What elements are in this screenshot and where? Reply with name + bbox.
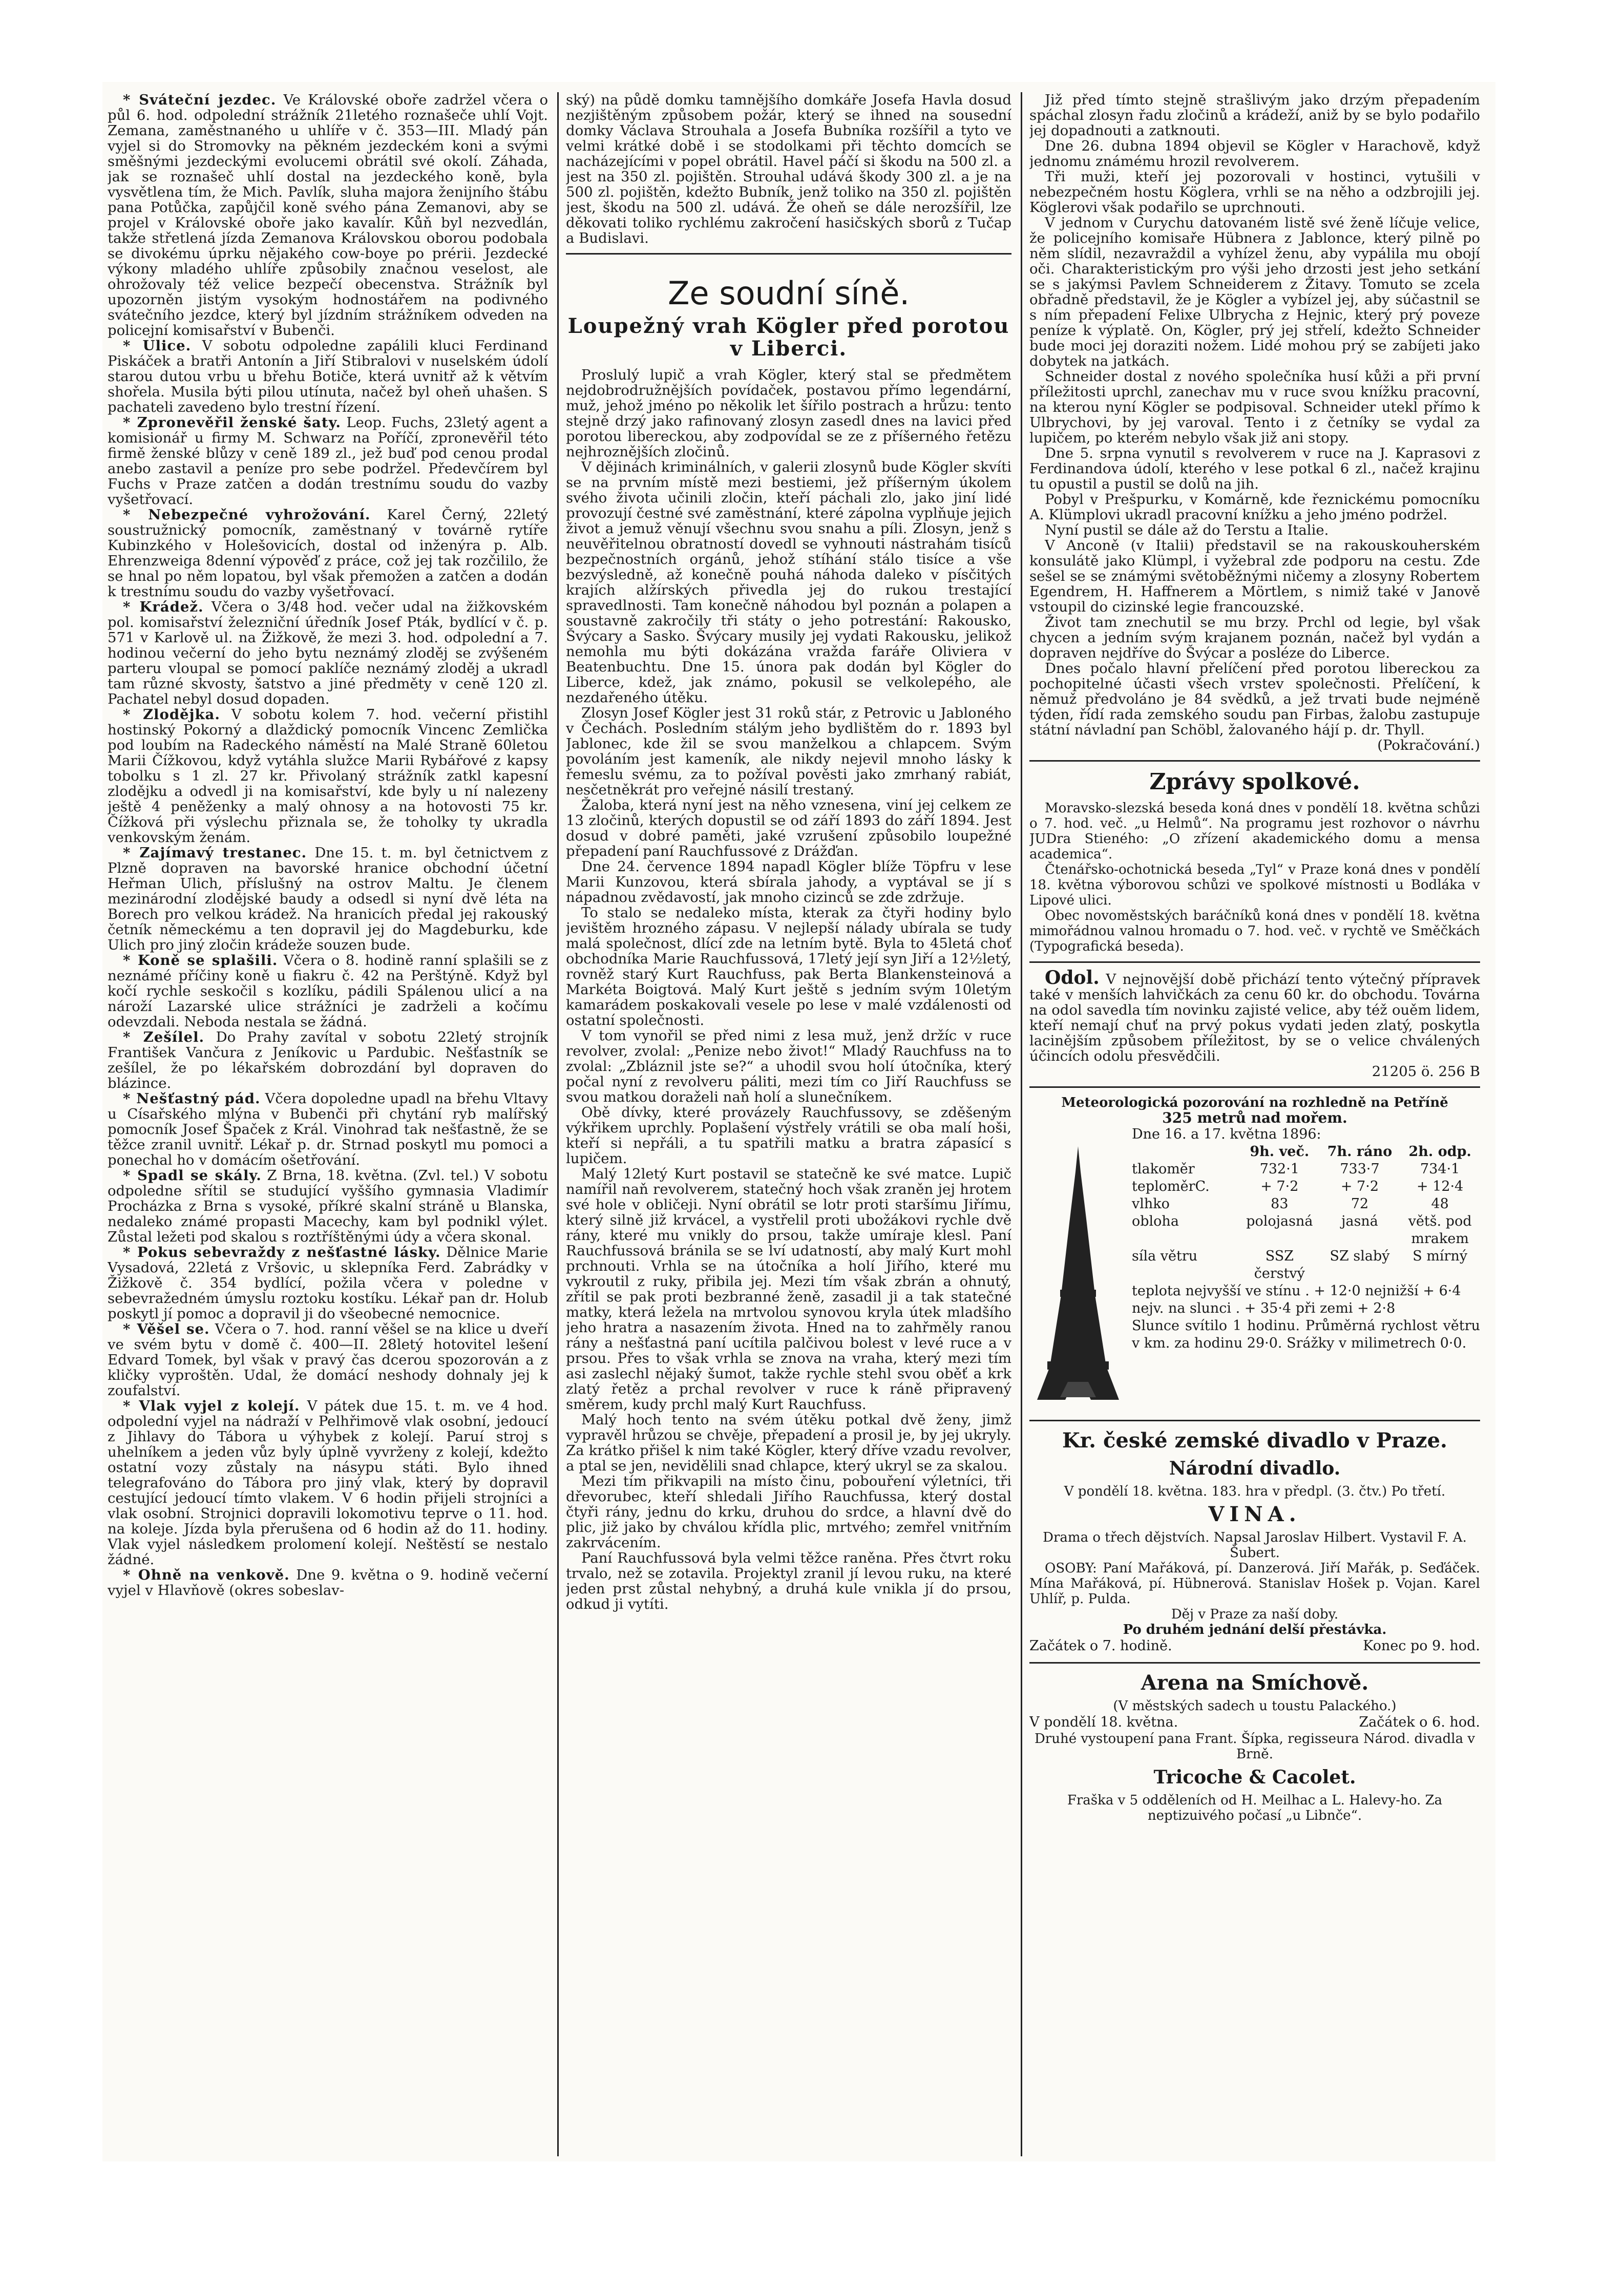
- meteo-title: Meteorologická pozorování na rozhledně na Petříně: [1061, 1095, 1448, 1110]
- news-item: * Zpronevěřil ženské šaty. Leop. Fuchs, 23letý agent a komisionář u firmy M. Schwarz na Poříčí, zpronevěřil této firmě ženské blůzy v ceně 189 zl., jež buď pod cenou prodal anebo zastavil a peníze pro sebe podržel. Předevčírem byl Fuchs v Praze zatčen a dodán trestnímu soudu do vazby vyšetřovací.: [108, 414, 548, 508]
- article-paragraph: Schneider dostal z nového společníka husí kůži a při první příležitosti uprchl, zanechav mu v ruce svou knížku pracovní, na kterou nyní Kögler se podpisoval. Schneider utekl přímo k Ulbrychovi, by jej varoval. Tento i z četníky se vydal za lupičem, po kterém nebylo však již ani stopy.: [1029, 368, 1480, 446]
- article-paragraph: Malý 12letý Kurt postavil se statečně ke své matce. Lupič namířil naň revolverem, statečný hoch však zraněn jej hrotem své hole v obličeji. Nyní obrátil se lotr proti staršímu Jiřímu, který silně již krvácel, a vystřelil proti ubožákovi rychle dvě rány, které mu vnikly do prsou, takže umíraje klesl. Paní Rauchfussová bránila se se lví udatností, aby malý Kurt mohl prchnouti. Vrhla se na útočníka a holí Jiřího, které mu vykroutil z ruky, přibila jej. Mezi tím však zbrán a ohnutý, zřítil se pak proti bezbranné ženě, zasadil ji a tak statečné matky, která ležela na mrtvolou synovou kryla útek mladšího jeho hratra a nasazením života. Hned na to zahřměly ranou rány a nešťastná paní ucítila palčivou bolest v levé ruce a v prsou. Přes to však vrhla se znova na vraha, který mezi tím asi zaslechl nějaký šumot, takže rychle stehl svou oběť a krk zlatý řetěz a prchal revolver v ruce k ráně připravený směrem, kudy prchl malý Kurt Rauchfuss.: [566, 1166, 1011, 1413]
- club-notice: Moravsko-slezská beseda koná dnes v pondělí 18. května schůzi o 7. hod. več. „u Helmů“. Na programu jest rozhovor o návrhu JUDra Stieného: „O zřízení akademického domu a mensa academica“.: [1029, 801, 1480, 862]
- column-rule: [1021, 92, 1022, 2156]
- arena-play-description: Fraška v 5 odděleních od H. Meilhac a L. Halevy-ho. Za neptizuivého počasí „u Libnče“.: [1067, 1793, 1443, 1823]
- article-paragraph: V tom vynořil se před nimi z lesa muž, jenž držíc v ruce revolver, zvolal: „Penize nebo život!“ Mladý Rauchfuss na to zvolal: „Zbláznil jste se?“ a uhodil svou holí útočníka, který počal nyní z revolveru páliti, mezi tím co Jiří Rauchfuss se svou matkou doraželi naň holí a slunečníkem.: [566, 1027, 1011, 1105]
- article-paragraph: Život tam znechutil se mu brzy. Prchl od legie, byl však chycen a jedním svým krajanem poznán, načež byl vydán a dopraven nejdříve do Švýcar a posléze do Liberce.: [1029, 614, 1480, 661]
- news-item: * Koně se splašili. Včera o 8. hodině ranní splašili se z neznámé příčiny koně u fiakru č. 42 na Perštýně. Když byl kočí rychle seskočil s kozlíku, pádili Spálenou ulicí a na nároží Lazarské ulice strážníci je zadrželi a kočímu odevzdali. Neboda nestala se žádná.: [108, 952, 548, 1030]
- news-item: * Sváteční jezdec. Ve Královské oboře zadržel včera o půl 6. hod. odpolední strážník 21letého roznašeče uhlí Vojt. Zemana, zaměstnaného u uhlíře v č. 353—III. Mladý pán vyjel si do Stromovky na pěkném jezdeckém koni a svými směšnými jezdeckými evolucemi obrátil své okolí. Záhada, jak se roznašeč uhlí dostal na jezdeckého koně, byla vysvětlena tím, že Mich. Pavlík, sluha majora ženijního štábu pana Potůčka, zapůjčil koně svého pána Zemanovi, aby se projel v Královské oboře jako kavalír. Kůň byl nezvedlán, takže střetlená jízda Zemanova Královskou oborou podobala se divokému úprku nějakého cow-boye po prérii. Jezdecké výkony mladého uhlíře způsobily značnou veselost, ale ohrožovaly též velice bezpečí obecenstva. Strážník byl upozorněn jistým vysokým hodnostářem na podivného svátečního jezdce, který byl jízdním strážníkem odveden na policejní komisařství v Bubenči.: [108, 92, 548, 339]
- article-paragraph: V dějinách kriminálních, v galerii zlosynů bude Kögler skvíti se na prvním místě mezi bestiemi, jež příšerným úkolem svého života učinili zločin, kteří páchali zlo, jako jiní lidé provozují čestné své zaměstnání, které zápolna vyplňuje jejich život a jemuž věnují všechnu svou snahu a píli. Zlosyn, jenž s neuvěřitelnou obratností dovedl se vyhnouti nástrahám tisíců bezpečnostních orgánů, jehož stíhání stálo tisíce a vše bezvýsledně, až konečně pouhá náhoda daleko v písčitých krajích alžírských přivedla jej do rukou trestající spravedlnosti. Tam konečně náhodou byl poznán a polapen a soustavně zakročily tři státy o jeho potrestání: Rakousko, Švýcary a Sasko. Švýcary musily jej vydati Rakousku, jelikož nemohla mu býti dokázána vražda faráře Oliviera v Beatenbuchtu. Dne 15. února pak dodán byl Kögler do Liberce, kdež, jak známo, pokusil se velkolepého, ale nezdařeného útěku.: [566, 459, 1011, 706]
- section-divider: [1029, 760, 1480, 762]
- meteo-row: teploměrC. + 7·2 + 7·2 + 12·4: [1132, 1179, 1464, 1194]
- meteo-block: [1029, 1126, 1480, 1413]
- news-item: * Nebezpečné vyhrožování. Karel Černý, 22letý soustružnický pomocník, zaměstnaný v továrně rytíře Kubinzkého v Holešovicích, dostal od inženýra p. Alb. Ehrenzweiga 8denní výpověď z práce, což jej tak rozčililo, že se hnal po něm lopatou, byl však přemožen a zatčen a dodán k trestnímu soudu do vazby vyšetřovací.: [108, 507, 548, 600]
- article-paragraph: To stalo se nedaleko místa, kterak za čtyři hodiny bylo jevištěm hrozného zápasu. V nejlepší nálady ubírala se tudy malá společnost, dlící zde na letním bytě. Byla to 45letá choť obchodníka Marie Rauchfussová, 17letý její syn Jiří a 12½letý, rovněž starý Kurt Rauchfuss, pak Berta Blankensteinová a Markéta Boigtová. Malý Kurt ještě s jedním svým 10letým kamarádem poskakovali vesele po lese v malé vzdálenosti od ostatní společnosti.: [566, 905, 1011, 1028]
- article-paragraph: Dne 24. července 1894 napadl Kögler blíže Töpfru v lese Marii Kunzovou, která sbírala jahody, a vyptával se jí s nápadnou zvědavostí, jak mnoho cizinců se zde zdržuje.: [566, 858, 1011, 906]
- section-title-clubs: Zprávy spolkové.: [1149, 769, 1360, 795]
- section-divider: [566, 253, 1011, 255]
- meteo-extra: teplota nejvyšší ve stínu . + 12·0 nejnižší + 6·4: [1132, 1283, 1461, 1299]
- section-divider: [1029, 1420, 1480, 1421]
- article-paragraph: Nyní pustil se dále až do Terstu a Italie.: [1045, 522, 1329, 538]
- column-3: [1029, 92, 1480, 2156]
- play-times: Začátek o 7. hodině. Konec po 9. hod.: [1029, 1638, 1480, 1654]
- article-paragraph: Zlosyn Josef Kögler jest 31 roků stár, z Petrovic u Jabloného v Čechách. Posledním stálým jeho bydlištěm do r. 1893 byl Jablonec, kde žil se svou manželkou a chlapcem. Svým povoláním jest kameník, ale nikdy nejevil mnoho lásky k řemeslu svému, za to požíval pověsti jako zmrhaný rabiát, nesčetněkrát pro veřejné násilí trestaný.: [566, 705, 1011, 798]
- article-headline: Loupežný vrah Kögler před porotou v Liberci.: [567, 314, 1010, 361]
- article-paragraph: Již před tímto stejně strašlivým jako drzým přepadením spáchal zlosyn řadu zločinů a krádeží, aniž by se bylo podařilo jej dopadnouti a zatknouti.: [1029, 92, 1480, 139]
- article-paragraph: Obě dívky, které provázely Rauchfussovy, se zděšeným výkřikem uprchly. Poplašení výstřely vrátili se oba malí hoši, kteří si nepřáli, a tu spatřili matku a bratra zápasící s lupičem.: [566, 1104, 1011, 1167]
- play-note: Po druhém jednání delší přestávka.: [1123, 1622, 1387, 1637]
- news-item: * Zlodějka. V sobotu kolem 7. hod. večerní přistihl hostinský Pokorný a dlaždický pomocník Vincenc Zemlička pod loubím na Radeckého náměstí na Malé Straně 60letou Marii Čížkovou, když vytáhla služce Marii Rybářové z kapsy tobolku s 1 zl. 27 kr. Přivolaný strážník zatkl kapesní zlodějku a odvedl ji na komisařství, kde byly u ní nalezeny ještě 4 peněženky a malý ohnosy a na hotovosti 75 kr. Čížková při výslechu přiznala se, že toholky ty ukradla venkovským ženám.: [108, 706, 548, 846]
- article-paragraph: Žaloba, která nyní jest na něho vznesena, viní jej celkem ze 13 zločinů, kterých dopustil se od září 1893 do září 1894. Jest dosud v dobré paměti, jaké vzrušení způsobilo loupežné přepadení paní Rauchfussové z Drážďan.: [566, 797, 1011, 859]
- meteo-subtitle: 325 metrů nad mořem.: [1162, 1109, 1347, 1126]
- meteo-row: obloha polojasná jasná větš. pod mrakem: [1132, 1213, 1472, 1247]
- theatre-subtitle: Národní divadlo.: [1169, 1458, 1341, 1479]
- news-item: * Krádež. Včera o 3/48 hod. večer udal na žižkovském pol. komisařství železniční úředník Josef Pták, bydlící v č. p. 571 v Karlově ul. na Žižkově, že mezi 3. hod. odpolední a 7. hodinou večerní do jeho bytu neznámý zloděj se zvýšeném parteru vloupal se pomocí paklíče neznámý zloděj a ukradl tam různé skvosty, šatstvo a jiné předměty v ceně 120 zl. Pachatel nebyl dosud dopaden.: [108, 599, 548, 707]
- arena-times: V pondělí 18. května. Začátek o 6. hod.: [1029, 1714, 1480, 1730]
- news-item: * Zešílel. Do Prahy zavítal v sobotu 22letý strojník František Vančura z Jeníkovic u Pardubic. Nešťastník se zešílel, že po lékařském dobrozdání byl dopraven do blázince.: [108, 1029, 548, 1091]
- column-1: [108, 92, 548, 2156]
- article-paragraph: V jednom v Curychu datovaném listě své ženě líčuje velice, že policejního komisaře Hübnera z Jablonce, který pilně po něm slídil, nezavraždil a vyhízel ženu, aby vypálila mu obojí oči. Charakteristickým pro výši jeho drzosti jest jeho setkání se s jakýmsi Pavlem Schneiderem z Žitavy. Tomuto se zcela obřadně představil, že je Kögler a vybízel jej, aby súčastnil se s ním přepadení Felixe Ulbrycha z Hejnic, který prý poveze peníze k výplatě. On, Kögler, prý jej střelí, kdežto Schneider bude moci jej doraziti nožem. Lidé mohou prý se zabíjeti jako dobytek na jatkách.: [1029, 215, 1480, 369]
- arena-title: Arena na Smíchově.: [1141, 1671, 1369, 1695]
- article-paragraph: V Anconě (v Italii) představil se na rakouskouherském konsulátě jako Klümpl, i vyžebral zde podporu na cestu. Zde sešel se se známými světoběžnými ničemy a zlosyny Robertem Egendrem, H. Haffnerem a Mörtlem, s nimiž také v Janově vstoupil do cizinské legie francouzské.: [1029, 537, 1480, 615]
- section-divider: [1029, 961, 1480, 963]
- news-item: * Ohně na venkově. Dne 9. května o 9. hodině večerní vyjel v Hlavňově (okres sobeslav-: [108, 1567, 548, 1599]
- club-notice: Obec novoměstských baráčníků koná dnes v pondělí 18. května mimořádnou valnou hromadu o 7. hod. več. v rychtě ve Směčkách (Typografická beseda).: [1029, 908, 1480, 954]
- play-place: Děj v Praze za naší doby.: [1171, 1607, 1339, 1622]
- news-item: * Vlak vyjel z kolejí. V pátek due 15. t. m. ve 4 hod. odpolední vyjel na nádraží v Pelhřimově vlak osobní, jedoucí z Jihlavy do Tábora u výhybek z kolejí. Paruí stroj s uhelníkem a jeden vůz byly úplně vyvrženy z kolejí, kdežto ostatní vozy zůstaly na násypu státi. Bylo ihned telegrafováno do Tábora pro jiný vlak, který by dopravil cestující jedoucí tímto vlakem. V 6 hodin přijeli strojníci a vlak osobní. Strojnici dopravili lokomotivu teprve o 11. hod. na koleje. Jízda byla přerušena od 6 hodin až do 11. hodiny. Vlak vyjel následkem prolomení kolejí. Neštěstí se nestalo žádné.: [108, 1398, 548, 1568]
- section-divider: [1029, 1662, 1480, 1664]
- article-paragraph: Dne 26. dubna 1894 objevil se Kögler v Harachově, když jednomu známému hrozil revolverem.: [1029, 138, 1480, 170]
- article-paragraph: Proslulý lupič a vrah Kögler, který stal se předmětem nejdobrodružnějších povídaček, postavou přímo legendární, muž, jehož jméno po několik let šířilo postrach a hrůzu: tento stejně drzý jako rafinovaný zlosyn zasedl dnes na lavici před porotou libereckou, aby zodpovídal se ze z příšerného řetězu nejhroznějších zločinů.: [566, 367, 1011, 460]
- newspaper-page: [102, 82, 1495, 2161]
- play-title: VINA.: [1208, 1502, 1301, 1526]
- play-cast: OSOBY: Paní Mařáková, pí. Danzerová. Jiří Mařák, p. Seďáček. Mína Mařáková, pí. Hübnerová. Stanislav Hošek p. Vojan. Karel Uhlíř, p. Pulda.: [1029, 1561, 1480, 1607]
- news-item: * Ulice. V sobotu odpoledne zapálili kluci Ferdinand Piskáček a bratři Antonín a Jiří Stibralovi v nuselském údolí starou dutou vrbu u břehu Botiče, která uvnitř až k větvím shořela. Musila býti pilou utínuta, načež byl oheň uhašen. S pachateli zavedeno bylo trestní řízení.: [108, 338, 548, 415]
- club-notice: Čtenářsko-ochotnická beseda „Tyl“ v Praze koná dnes v pondělí 18. května výborovou schůzi ve spolkové místnosti u Bodláka v Lipové ulici.: [1029, 862, 1480, 908]
- odol-advert: Odol. V nejnovější době přichází tento výtečný přípravek také v menších lahvičkách za cenu 60 kr. do obchodu. Továrna na odol savedla tím novinku zajisté velice, aby též ouěm lidem, kteří nemají chuť na prvý pokus vydati jeden zlatý, poskytla lacinějším způsobem příležitost, by se o velice chválených účincích odolu přesvědčili.: [1029, 967, 1480, 1064]
- article-paragraph: Pobyl v Prešpurku, v Komárně, kde řeznickému pomocníku A. Klümplovi ukradl pracovní knížku a jeho jméno podržel.: [1029, 491, 1480, 523]
- meteo-row: vlhko 83 72 48: [1132, 1196, 1449, 1212]
- arena-subtitle: (V městských sadech u toustu Palackého.): [1113, 1698, 1397, 1714]
- arena-guest: Druhé vystoupení pana Frant. Šípka, regisseura Národ. divadla v Brně.: [1034, 1731, 1475, 1762]
- news-item: * Zajímavý trestanec. Dne 15. t. m. byl četnictvem z Plzně dopraven na bavorské hranice obchodní účetní Heřman Ulich, příslušný na ostrov Maltu. Je členem mezinárodní zlodějské baudy a odsedl si nyní dvě léta na Borech pro velkou krádež. Na hranicích předal jej rakouský četník německému a ten dopravil jej do Magdeburku, kde Ulich pro jiný zločin krádeže souzen bude.: [108, 845, 548, 953]
- column-rule: [557, 92, 559, 2156]
- article-paragraph: Dne 5. srpna vynutil s revolverem v ruce na J. Kaprasovi z Ferdinandova údolí, kterého v lese potkal 6 zl., načež krajinu tu opustil a pustil se dolů na jih.: [1029, 445, 1480, 492]
- article-paragraph: Malý hoch tento na svém útěku potkal dvě ženy, jimž vypravěl hrůzou se chvěje, přepadení a prosil je, by jej ukryly. Za krátko přišel k nim také Kögler, který dříve vzadu revolver, a ptal se jen, nevidělili snad chlapce, který ukryl se za skalou.: [566, 1412, 1011, 1474]
- section-title-court: Ze soudní síně.: [667, 275, 910, 312]
- meteo-header: 9h. več. 7h. ráno 2h. odp.: [1250, 1144, 1471, 1160]
- arena-play-title: Tricoche & Cacolet.: [1153, 1767, 1356, 1788]
- news-item: * Nešťastný pád. Včera dopoledne upadl na břehu Vltavy u Císařského mlýna v Bubenči při chytání ryb malířský pomocník Josef Špaček z Král. Vinohrad tak nešťastně, že se těžce zranil uvnitř. Lékař p. dr. Strnad poskytl mu pomoci a ponechal ho v domácím ošetřování.: [108, 1090, 548, 1168]
- play-description: Drama o třech dějstvích. Napsal Jaroslav Hilbert. Vystavil F. A. Šubert.: [1043, 1530, 1467, 1561]
- article-paragraph: Paní Rauchfussová byla velmi těžce raněna. Přes čtvrt roku trvalo, než se zotavila. Projektyl zranil jí levou ruku, na které jeden prst zůstal nehybný, a druhá kule vnikla jí do prsou, odkud ji vytíti.: [566, 1550, 1011, 1612]
- continued-note: (Pokračování.): [1377, 737, 1480, 753]
- theatre-title: Kr. české zemské divadlo v Praze.: [1062, 1428, 1447, 1453]
- advert-code: 21205 ö. 256 B: [1372, 1063, 1480, 1080]
- meteo-extra: nejv. na slunci . + 35·4 při zemi + 2·8: [1132, 1300, 1396, 1316]
- theatre-date-line: V pondělí 18. května. 183. hra v předpl. (3. čtv.) Po třetí.: [1064, 1484, 1446, 1499]
- meteo-row: tlakoměr 732·1 733·7 734·1: [1132, 1161, 1460, 1177]
- news-item: * Pokus sebevraždy z nešťastné lásky. Dělnice Marie Vysadová, 22letá z Vršovic, u sklepníka Ferd. Zabrádky v Žižkově č. 354 bydlící, požila včera v poledne v sebevražedném úmyslu roztoku kostíku. Lékař pan dr. Holub poskytl jí pomoc a dopravil ji do všeobecné nemocnice.: [108, 1244, 548, 1322]
- section-divider: [1029, 1086, 1480, 1088]
- column-2: [566, 92, 1011, 2156]
- article-paragraph: Mezi tím přikvapili na místo činu, pobouření výletníci, tři dřevorubec, kteří shledali Jiřího Rauchfussa, který dostal čtyři rány, jednu do krku, druhou do srdce, a hlavní dvě do plic, již jako by chválou křídla plic, mrtvého; zemřel vnitřním zakrvácením.: [566, 1473, 1011, 1551]
- article-paragraph: Dnes počalo hlavní přelíčení před porotou libereckou za pochopitelné účasti všech vrstev společnosti. Přelíčení, k němuž předvoláno je 84 svědků, a jež trvati bude nejméně týden, řídí rada zemského soudu pan Firbas, žalobu zastupuje státní návladní pan Schöbl, žalovaného hájí p. dr. Thyll.: [1029, 660, 1480, 738]
- news-item: * Spadl se skály. Z Brna, 18. května. (Zvl. tel.) V sobotu odpoledne sřítil se studující vyššího gymnasia Vladimír Procházka z Brna s vysoké, příkré skalní stráně u Blanska, nedaleko známé propasti Macechy, kam byl podnikl výlet. Zůstal ležeti pod skalou s roztříštěnými údy a včera skonal.: [108, 1167, 548, 1245]
- petrin-tower-illustration: [1029, 1141, 1127, 1402]
- article-paragraph: Tři muži, kteří jej pozorovali v hostinci, vytušili v nebezpečném hostu Köglera, vrhli se na něho a odzbrojili jej. Köglerovi však podařilo se uprchnouti.: [1029, 169, 1480, 216]
- meteo-row: síla větru SSZ čerstvý SZ slabý S mírný: [1132, 1248, 1468, 1281]
- meteo-date: Dne 16. a 17. května 1896:: [1132, 1126, 1321, 1142]
- meteo-extra: Slunce svítilo 1 hodinu. Průměrná rychlost větru v km. za hodinu 29·0. Srážky v milimetrech 0·0.: [1132, 1318, 1480, 1351]
- news-item-continued: ský) na půdě domku tamnějšího domkáře Josefa Havla dosud nezjištěným způsobem požár, který se ihned na sousední domky Václava Strouhala a Josefa Bubníka rozšířil a tyto ve velmi krátké době i se stodolkami při těchto domcích se nacházejícími v popel obrátil. Havel páčí si škodu na 500 zl. a jest na 350 zl. pojištěn. Strouhal udává škody 300 zl. a je na 500 zl. pojištěn, kdežto Bubník, jenž toliko na 350 zl. pojištěn jest, škodu na 500 zl. udává. Že oheň se dále nerozšířil, lze děkovati toliko rychlému zakročení hasičských sborů z Tučap a Budislavi.: [566, 92, 1011, 246]
- news-item: * Věšel se. Včera o 7. hod. ranní věšel se na klice u dveří ve svém bytu v domě č. 400—II. 28letý hotovitel lešení Edvard Tomek, byl však v pravý čas dcerou spozorován a z kličky vyproštěn. Udal, že domácí neshody dohnaly jej k zoufalství.: [108, 1321, 548, 1399]
